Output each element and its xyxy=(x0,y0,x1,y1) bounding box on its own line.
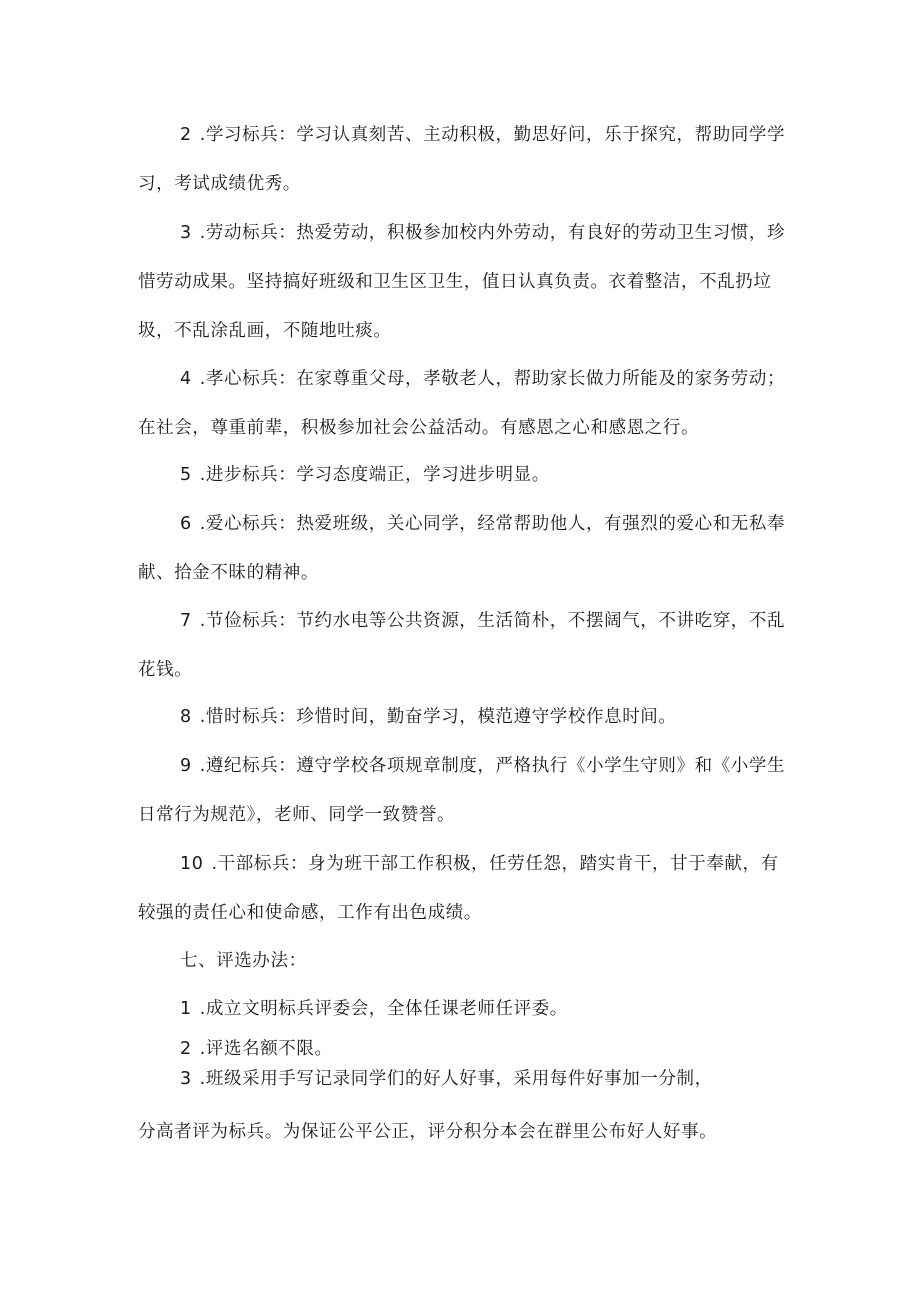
paragraph-item-7: 7 .节俭标兵：节约水电等公共资源，生活简朴，不摆阔气，不讲吃穿，不乱花钱。 xyxy=(138,611,786,680)
paragraph-item-6: 6 .爱心标兵：热爱班级，关心同学，经常帮助他人，有强烈的爱心和无私奉献、拾金不昧的精神。 xyxy=(138,514,786,583)
method-item-3: 3 .班级采用手写记录同学们的好人好事，采用每件好事加一分制， xyxy=(180,1069,713,1089)
paragraph-item-9: 9 .遵纪标兵：遵守学校各项规章制度，严格执行《小学生守则》和《小学生日常行为规范》，老师、同学一致赞誉。 xyxy=(138,756,786,825)
trailing-line: 分高者评为标兵。为保证公平公正，评分积分本会在群里公布好人好事。 xyxy=(138,1122,718,1142)
paragraph-item-2: 2 .学习标兵：学习认真刻苦、主动积极，勤思好问，乐于探究，帮助同学学习，考试成绩优秀。 xyxy=(138,125,786,194)
paragraph-item-3: 3 .劳动标兵：热爱劳动，积极参加校内外劳动，有良好的劳动卫生习惯，珍惜劳动成果。坚持搞好班级和卫生区卫生，值日认真负责。衣着整洁，不乱扔垃圾，不乱涂乱画，不随地吐痰。 xyxy=(138,223,786,341)
method-item-1: 1 .成立文明标兵评委会，全体任课老师任评委。 xyxy=(180,999,568,1019)
paragraph-item-8: 8 .惜时标兵：珍惜时间，勤奋学习，模范遵守学校作息时间。 xyxy=(180,707,677,727)
paragraph-item-4: 4 .孝心标兵：在家尊重父母，孝敬老人，帮助家长做力所能及的家务劳动；在社会，尊重前辈，积极参加社会公益活动。有感恩之心和感恩之行。 xyxy=(138,369,786,438)
paragraph-item-5: 5 .进步标兵：学习态度端正，学习进步明显。 xyxy=(180,465,550,485)
paragraph-item-10: 10 .干部标兵：身为班干部工作积极，任劳任怨，踏实肯干，甘于奉献，有较强的责任心和使命感，工作有出色成绩。 xyxy=(138,854,779,923)
section-heading: 七、评选办法： xyxy=(180,951,307,971)
method-item-2: 2 .评选名额不限。 xyxy=(180,1039,333,1059)
